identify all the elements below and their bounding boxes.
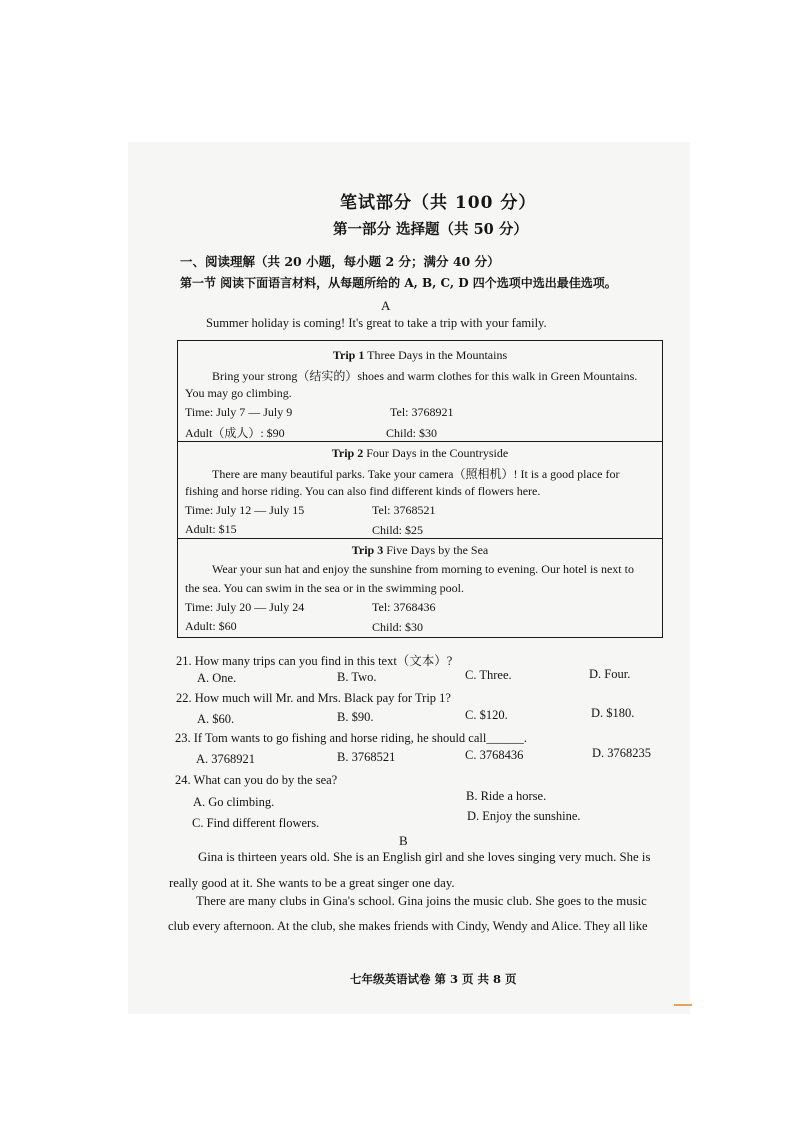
page-footer: 七年级英语试卷 第 3 页 共 8 页 xyxy=(350,972,517,986)
trip-child-price: Child: $25 xyxy=(372,523,424,537)
scan-mark xyxy=(674,1004,692,1006)
question-option: C. Find different flowers. xyxy=(192,816,320,830)
passage-b-text: really good at it. She wants to be a great singer one day. xyxy=(169,876,455,890)
passage-b-text: club every afternoon. At the club, she makes friends with Cindy, Wendy and Alice. They all like xyxy=(168,919,648,933)
passage-b-text: There are many clubs in Gina's school. Gina joins the music club. She goes to the music xyxy=(196,894,647,908)
trip-tel: Tel: 3768521 xyxy=(372,503,436,517)
trip-box xyxy=(178,442,662,539)
trip-table xyxy=(177,340,663,638)
trip-adult-price: Adult: $15 xyxy=(185,522,237,536)
trip-name: Trip 3 xyxy=(351,543,384,557)
passage-b-label: B xyxy=(399,833,408,848)
trip-name: Trip 1 xyxy=(332,348,365,362)
question-option: D. Enjoy the sunshine. xyxy=(467,809,581,823)
question-option: B. Ride a horse. xyxy=(466,789,547,803)
section-instruction: 第一节 阅读下面语言材料，从每题所给的 A, B, C, D 四个选项中选出最佳选项。 xyxy=(180,276,617,290)
trip-box xyxy=(178,539,662,636)
trip-time: Time: July 12 — July 15 xyxy=(185,503,305,517)
trip-description: There are many beautiful parks. Take your camera（照相机）! It is a good place for xyxy=(212,467,620,481)
trip-description: fishing and horse riding. You can also find different kinds of flowers here. xyxy=(185,484,541,498)
trip-description: Wear your sun hat and enjoy the sunshine from morning to evening. Our hotel is next to xyxy=(212,562,634,576)
trip-child-price: Child: $30 xyxy=(372,620,424,634)
trip-adult-price: Adult（成人）: $90 xyxy=(185,426,285,440)
question-stem: 23. If Tom wants to go fishing and horse riding, he should call______. xyxy=(175,731,527,745)
question-option: A. One. xyxy=(197,671,237,685)
section-heading: 一、阅读理解（共 20 小题，每小题 2 分；满分 40 分） xyxy=(180,254,500,269)
question-option: B. 3768521 xyxy=(337,750,396,764)
question-stem: 24. What can you do by the sea? xyxy=(175,773,338,787)
trip-time: Time: July 7 — July 9 xyxy=(185,405,293,419)
question-option: B. $90. xyxy=(337,710,374,724)
question-option: A. 3768921 xyxy=(196,752,256,766)
trip-heading xyxy=(178,543,662,558)
question-option: C. $120. xyxy=(465,708,508,722)
passage-a-label: A xyxy=(381,298,391,313)
trip-time: Time: July 20 — July 24 xyxy=(185,600,305,614)
question-option: D. Four. xyxy=(589,667,631,681)
trip-description: Bring your strong（结实的）shoes and warm clothes for this walk in Green Mountains. xyxy=(212,369,638,383)
part-title: 第一部分 选择题（共 50 分） xyxy=(333,221,528,238)
trip-tel: Tel: 3768921 xyxy=(390,405,454,419)
trip-heading xyxy=(178,348,662,363)
trip-title: Four Days in the Countryside xyxy=(366,446,509,460)
question-option: A. $60. xyxy=(197,712,235,726)
question-stem: 22. How much will Mr. and Mrs. Black pay for Trip 1? xyxy=(176,691,451,705)
trip-title: Three Days in the Mountains xyxy=(367,348,508,362)
trip-name: Trip 2 xyxy=(331,446,364,460)
question-option: C. 3768436 xyxy=(465,748,524,762)
question-option: B. Two. xyxy=(337,670,377,684)
trip-adult-price: Adult: $60 xyxy=(185,619,237,633)
question-option: A. Go climbing. xyxy=(193,795,275,809)
passage-b-text: Gina is thirteen years old. She is an English girl and she loves singing very much. She is xyxy=(198,850,651,864)
trip-heading xyxy=(178,446,662,461)
trip-child-price: Child: $30 xyxy=(386,426,438,440)
page-title: 笔试部分（共 100 分） xyxy=(340,193,537,213)
question-option: D. 3768235 xyxy=(592,746,652,760)
trip-description: You may go climbing. xyxy=(185,386,292,400)
trip-tel: Tel: 3768436 xyxy=(372,600,436,614)
question-option: D. $180. xyxy=(591,706,635,720)
trip-box xyxy=(178,341,662,442)
passage-a-intro: Summer holiday is coming! It's great to take a trip with your family. xyxy=(206,316,547,330)
question-stem: 21. How many trips can you find in this text（文本）? xyxy=(176,654,453,668)
question-option: C. Three. xyxy=(465,668,512,682)
trip-title: Five Days by the Sea xyxy=(386,543,489,557)
trip-description: the sea. You can swim in the sea or in the swimming pool. xyxy=(185,581,464,595)
